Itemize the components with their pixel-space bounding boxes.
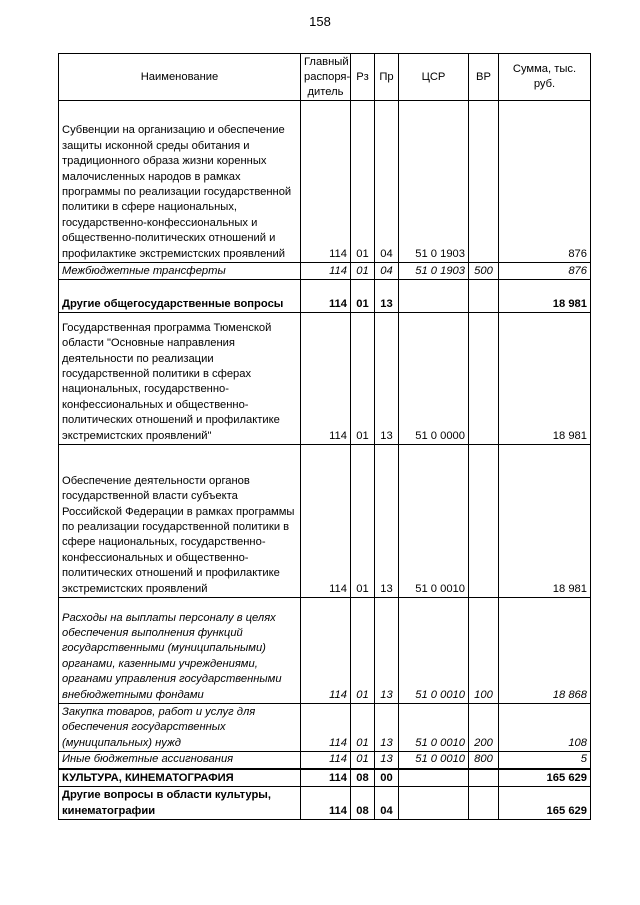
row-vr <box>469 787 499 820</box>
row-admin: 114 <box>301 101 351 263</box>
row-admin: 114 <box>301 263 351 280</box>
row-admin: 114 <box>301 280 351 313</box>
row-sum: 165 629 <box>499 769 591 787</box>
row-rz: 08 <box>351 769 375 787</box>
row-rz: 08 <box>351 787 375 820</box>
row-csr: 51 0 0010 <box>399 752 469 769</box>
row-vr <box>469 280 499 313</box>
table-row <box>59 787 591 820</box>
row-rz: 01 <box>351 445 375 598</box>
table-row <box>59 280 591 313</box>
row-name: Межбюджетные трансферты <box>59 263 301 280</box>
row-sum: 876 <box>499 263 591 280</box>
row-rz: 01 <box>351 313 375 445</box>
table-row <box>59 769 591 787</box>
row-vr <box>469 769 499 787</box>
row-pr: 13 <box>375 752 399 769</box>
row-name: Иные бюджетные ассигнования <box>59 752 301 769</box>
header-vr: ВР <box>469 54 499 101</box>
row-pr: 04 <box>375 787 399 820</box>
row-vr <box>469 313 499 445</box>
table-row <box>59 704 591 752</box>
row-csr: 51 0 1903 <box>399 263 469 280</box>
row-pr: 04 <box>375 101 399 263</box>
row-name: Закупка товаров, работ и услуг для обеспечения государственных (муниципальных) нужд <box>59 704 301 752</box>
row-admin: 114 <box>301 598 351 704</box>
row-csr: 51 0 0000 <box>399 313 469 445</box>
row-name: Субвенции на организацию и обеспечение защиты исконной среды обитания и традиционного образа жизни коренных малочисленных народов в рамках программы по реализации государственной политики в сфере национальных, государственно-конфессиональных и общественно-политических отношений и профилактике экстремистских проявлений <box>59 101 301 263</box>
header-csr: ЦСР <box>399 54 469 101</box>
row-name: Другие общегосударственные вопросы <box>59 280 301 313</box>
table-row <box>59 752 591 769</box>
row-csr: 51 0 0010 <box>399 704 469 752</box>
table-row <box>59 263 591 280</box>
header-rz: Рз <box>351 54 375 101</box>
row-sum: 165 629 <box>499 787 591 820</box>
row-rz: 01 <box>351 752 375 769</box>
row-vr: 500 <box>469 263 499 280</box>
table-row <box>59 598 591 704</box>
row-pr: 13 <box>375 598 399 704</box>
row-name: Другие вопросы в области культуры, кинематографии <box>59 787 301 820</box>
row-vr: 100 <box>469 598 499 704</box>
row-admin: 114 <box>301 704 351 752</box>
row-admin: 114 <box>301 752 351 769</box>
header-name: Наименование <box>59 54 301 101</box>
row-name: КУЛЬТУРА, КИНЕМАТОГРАФИЯ <box>59 769 301 787</box>
row-vr: 800 <box>469 752 499 769</box>
row-csr: 51 0 0010 <box>399 445 469 598</box>
table-row <box>59 445 591 598</box>
table-row <box>59 101 591 263</box>
row-sum: 5 <box>499 752 591 769</box>
table-row <box>59 313 591 445</box>
row-vr <box>469 101 499 263</box>
budget-table <box>58 53 591 820</box>
row-pr: 04 <box>375 263 399 280</box>
row-sum: 876 <box>499 101 591 263</box>
row-rz: 01 <box>351 704 375 752</box>
row-sum: 18 868 <box>499 598 591 704</box>
row-csr <box>399 787 469 820</box>
row-admin: 114 <box>301 769 351 787</box>
row-rz: 01 <box>351 280 375 313</box>
row-name: Расходы на выплаты персоналу в целях обеспечения выполнения функций государственными (муниципальными) органами, казенными учреждениями, органами управления государственными внебюджетными фондами <box>59 598 301 704</box>
row-sum: 18 981 <box>499 280 591 313</box>
header-admin: Главный распоря-дитель <box>301 54 351 101</box>
row-admin: 114 <box>301 313 351 445</box>
row-vr: 200 <box>469 704 499 752</box>
row-sum: 18 981 <box>499 445 591 598</box>
row-pr: 13 <box>375 704 399 752</box>
row-vr <box>469 445 499 598</box>
row-rz: 01 <box>351 263 375 280</box>
row-pr: 13 <box>375 280 399 313</box>
header-sum: Сумма, тыс. руб. <box>499 54 591 101</box>
row-csr <box>399 280 469 313</box>
row-csr <box>399 769 469 787</box>
row-admin: 114 <box>301 787 351 820</box>
row-sum: 108 <box>499 704 591 752</box>
row-pr: 13 <box>375 313 399 445</box>
row-csr: 51 0 0010 <box>399 598 469 704</box>
row-pr: 13 <box>375 445 399 598</box>
row-name: Государственная программа Тюменской области "Основные направления деятельности по реализации государственной политики в сферах национальных, государственно-конфессиональных и общественно-политических отношений и профилактике экстремистских проявлений" <box>59 313 301 445</box>
row-admin: 114 <box>301 445 351 598</box>
row-csr: 51 0 1903 <box>399 101 469 263</box>
row-rz: 01 <box>351 598 375 704</box>
row-name: Обеспечение деятельности органов государственной власти субъекта Российской Федерации в рамках программы по реализации государственной политики в сфере национальных, государственно-конфессиональных и общественно-политических отношений и профилактике экстремистских проявлений <box>59 445 301 598</box>
row-rz: 01 <box>351 101 375 263</box>
row-pr: 00 <box>375 769 399 787</box>
header-pr: Пр <box>375 54 399 101</box>
header-row <box>59 54 591 101</box>
page-number: 158 <box>309 14 331 29</box>
row-sum: 18 981 <box>499 313 591 445</box>
